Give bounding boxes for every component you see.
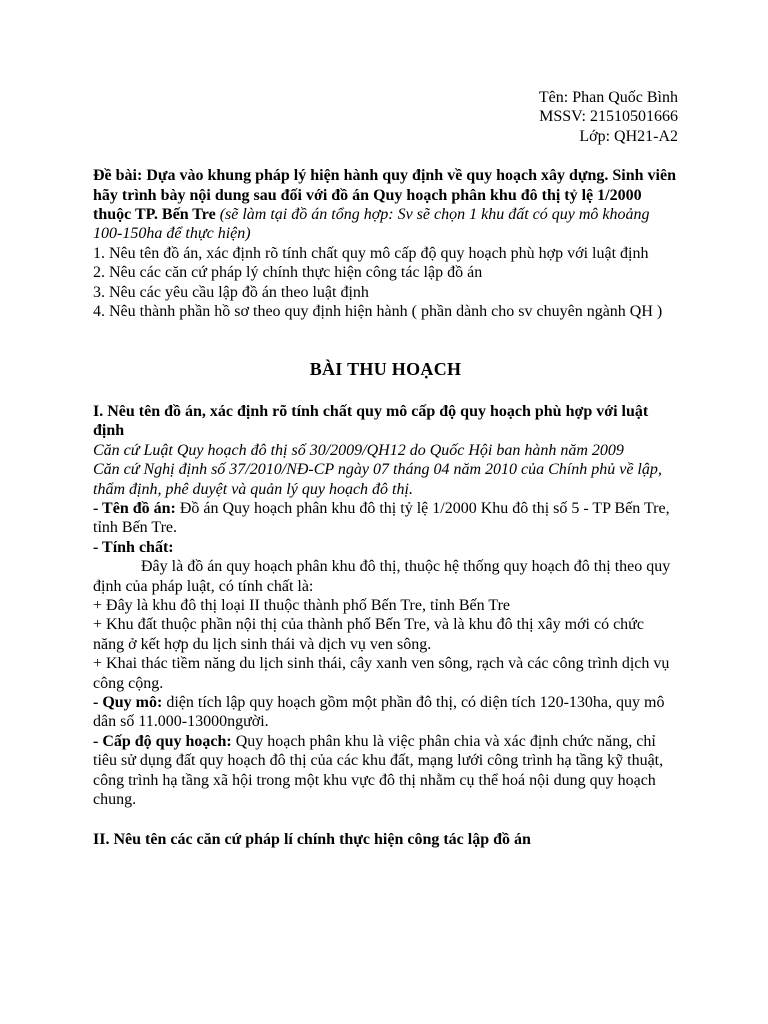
planning-level-text: Quy hoạch phân khu là việc phân chia và xác định chức năng, chỉ tiêu sử dụng đất quy hoạch đô thị của các khu đất, mạng lưới công trình hạ tầng kỹ thuật, công trình hạ tầng xã hội trong một khu vực đô thị nhằm cụ thể hoá nội dung quy hoạch chung. — [93, 732, 664, 808]
nature-item: + Đây là khu đô thị loại II thuộc thành phố Bến Tre, tỉnh Bến Tre — [93, 596, 510, 614]
project-name — [93, 499, 678, 538]
nature-item: + Khai thác tiềm năng du lịch sinh thái, cây xanh ven sông, rạch và các công trình dịch vụ công cộng. — [93, 655, 670, 692]
scale-label: - Quy mô: — [93, 693, 163, 711]
assignment-item: 1. Nêu tên đồ án, xác định rõ tính chất quy mô cấp độ quy hoạch phù hợp với luật định — [93, 244, 649, 262]
legal-basis-law: Căn cứ Luật Quy hoạch đô thị số 30/2009/QH12 do Quốc Hội ban hành năm 2009 — [93, 441, 624, 459]
section-2-heading: II. Nêu tên các căn cứ pháp lí chính thực hiện công tác lập đồ án — [93, 831, 531, 849]
student-info — [93, 88, 678, 146]
project-name-text: Đồ án Quy hoạch phân khu đô thị tỷ lệ 1/2000 Khu đô thị số 5 - TP Bến Tre, tỉnh Bến Tre. — [93, 499, 670, 537]
scale-text: diện tích lập quy hoạch gồm một phần đô thị, có diện tích 120-130ha, quy mô dân số 11.000-13000người. — [93, 693, 665, 731]
assignment-block — [93, 166, 678, 321]
report-title: BÀI THU HOẠCH — [309, 359, 462, 380]
assignment-item: 3. Nêu các yêu cầu lập đồ án theo luật định — [93, 283, 369, 301]
nature-label: - Tính chất: — [93, 538, 174, 556]
student-name: Tên: Phan Quốc Bình — [538, 89, 678, 106]
planning-level — [93, 732, 678, 810]
section-1 — [93, 402, 678, 810]
student-id: MSSV: 21510501666 — [539, 108, 678, 126]
student-class: Lớp: QH21-A2 — [579, 127, 678, 145]
assignment-item: 2. Nêu các căn cứ pháp lý chính thực hiện công tác lập đồ án — [93, 264, 483, 282]
nature-item: + Khu đất thuộc phần nội thị của thành phố Bến Tre, và là khu đô thị xây mới có chức năng ở kết hợp du lịch sinh thái và dịch vụ ven sông. — [93, 616, 644, 653]
assignment-bold: Đề bài: Dựa vào khung pháp lý hiện hành quy định về quy hoạch xây dựng. Sinh viên hãy trình bày nội dung sau đối với đồ án Quy hoạch phân khu đô thị tỷ lệ 1/2000 thuộc TP. Bến Tre — [93, 167, 676, 224]
assignment-prompt — [93, 166, 678, 244]
legal-basis-decree: Căn cứ Nghị định số 37/2010/NĐ-CP ngày 07 tháng 04 năm 2010 của Chính phủ về lập, thẩm định, phê duyệt và quản lý quy hoạch đô thị. — [93, 461, 662, 498]
section-1-heading: I. Nêu tên đồ án, xác định rõ tính chất quy mô cấp độ quy hoạch phù hợp với luật định — [93, 402, 649, 440]
project-name-label: - Tên đồ án: — [93, 499, 176, 517]
assignment-item: 4. Nêu thành phần hồ sơ theo quy định hiện hành ( phần dành cho sv chuyên ngành QH ) — [93, 303, 663, 321]
document-body — [93, 88, 678, 850]
scale — [93, 693, 678, 732]
assignment-note: (sẽ làm tại đồ án tổng hợp: Sv sẽ chọn 1 khu đất có quy mô khoảng 100-150ha để thực hiện) — [93, 206, 650, 243]
nature-intro: Đây là đồ án quy hoạch phân khu đô thị, thuộc hệ thống quy hoạch đô thị theo quy định của pháp luật, có tính chất là: — [93, 558, 671, 595]
planning-level-label: - Cấp độ quy hoạch: — [93, 732, 232, 750]
